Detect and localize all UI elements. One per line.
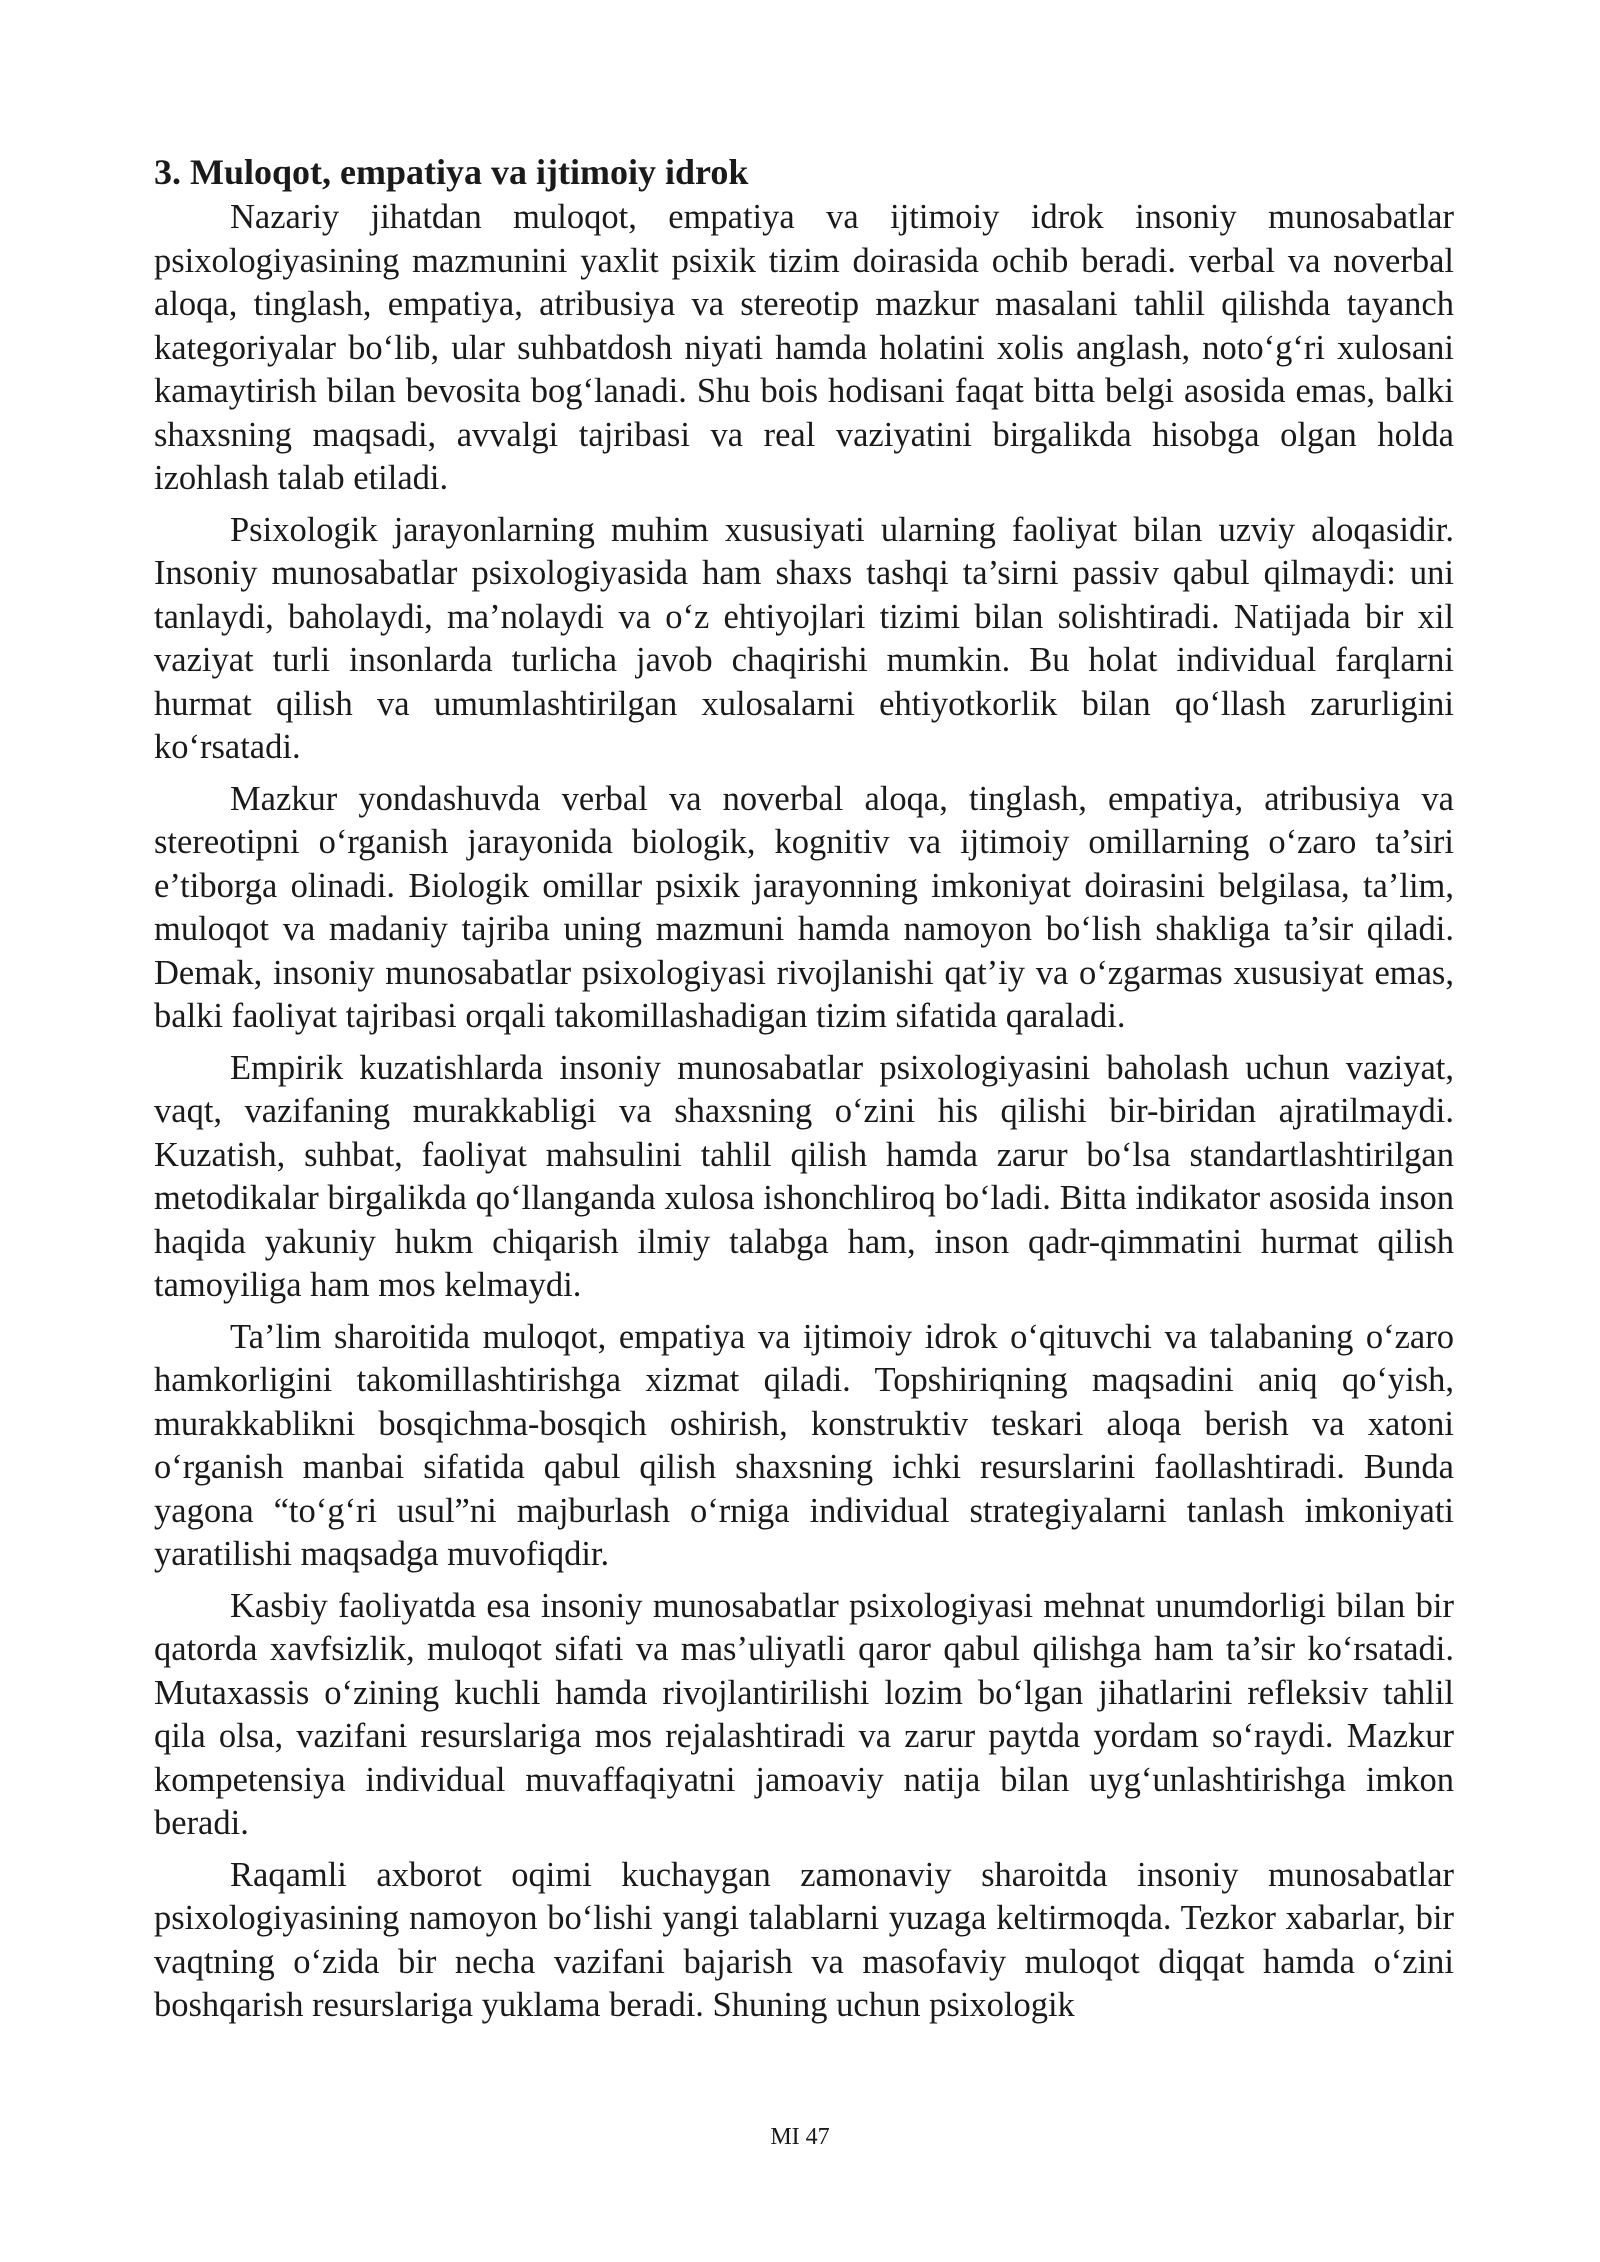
paragraph-1: Nazariy jihatdan muloqot, empatiya va ijtimoiy idrok insoniy munosabatlar psixologiyasining mazmunini yaxlit psixik tizim doirasida ochib beradi. verbal va noverbal aloqa, tinglash, empatiya, atribusiya va stereotip mazkur masalani tahlil qilishda tayanch kategoriyalar bo‘lib, ular suhbatdosh niyati hamda holatini xolis anglash, noto‘g‘ri xulosani kamaytirish bilan bevosita bog‘lanadi. Shu bois hodisani faqat bitta belgi asosida emas, balki shaxsning maqsadi, avvalgi tajribasi va real vaziyatini birgalikda hisobga olgan holda izohlash talab etiladi. [154, 198, 1454, 497]
paragraph-5: Ta’lim sharoitida muloqot, empatiya va ijtimoiy idrok o‘qituvchi va talabaning o‘zaro hamkorligini takomillashtirishga xizmat qiladi. Topshiriqning maqsadini aniq qo‘yish, murakkablikni bosqichma-bosqich oshirish, konstruktiv teskari aloqa berish va xatoni o‘rganish manbai sifatida qabul qilish shaxsning ichki resurslarini faollashtiradi. Bunda yagona “to‘g‘ri usul”ni majburlash o‘rniga individual strategiyalarni tanlash imkoniyati yaratilishi maqsadga muvofiqdir. [154, 1317, 1454, 1573]
paragraph-6: Kasbiy faoliyatda esa insoniy munosabatlar psixologiyasi mehnat unumdorligi bilan bir qatorda xavfsizlik, muloqot sifati va mas’uliyatli qaror qabul qilishga ham ta’sir ko‘rsatadi. Mutaxassis o‘zining kuchli hamda rivojlantirilishi lozim bo‘lgan jihatlarini refleksiv tahlil qila olsa, vazifani resurslariga mos rejalashtiradi va zarur paytda yordam so‘raydi. Mazkur kompetensiya individual muvaffaqiyatni jamoaviy natija bilan uyg‘unlashtirishga imkon beradi. [154, 1586, 1454, 1842]
page-number: MI 47 [770, 2124, 830, 2150]
paragraph-7: Raqamli axborot oqimi kuchaygan zamonaviy sharoitda insoniy munosabatlar psixologiyasining namoyon bo‘lishi yangi talablarni yuzaga keltirmoqda. Tezkor xabarlar, bir vaqtning o‘zida bir necha vazifani bajarish va masofaviy muloqot diqqat hamda o‘zini boshqarish resurslariga yuklama beradi. Shuning uchun psixologik [154, 1855, 1454, 2024]
page-body [154, 150, 1454, 2028]
paragraph-3: Mazkur yondashuvda verbal va noverbal aloqa, tinglash, empatiya, atribusiya va stereotipni o‘rganish jarayonida biologik, kognitiv va ijtimoiy omillarning o‘zaro ta’siri e’tiborga olinadi. Biologik omillar psixik jarayonning imkoniyat doirasini belgilasa, ta’lim, muloqot va madaniy tajriba uning mazmuni hamda namoyon bo‘lish shakliga ta’sir qiladi. Demak, insoniy munosabatlar psixologiyasi rivojlanishi qat’iy va o‘zgarmas xususiyat emas, balki faoliyat tajribasi orqali takomillashadigan tizim sifatida qaraladi. [154, 779, 1454, 1035]
section-title: 3. Muloqot, empatiya va ijtimoiy idrok [154, 152, 749, 192]
paragraph-2: Psixologik jarayonlarning muhim xususiyati ularning faoliyat bilan uzviy aloqasidir. Insoniy munosabatlar psixologiyasida ham shaxs tashqi ta’sirni passiv qabul qilmaydi: uni tanlaydi, baholaydi, ma’nolaydi va o‘z ehtiyojlari tizimi bilan solishtiradi. Natijada bir xil vaziyat turli insonlarda turlicha javob chaqirishi mumkin. Bu holat individual farqlarni hurmat qilish va umumlashtirilgan xulosalarni ehtiyotkorlik bilan qo‘llash zarurligini ko‘rsatadi. [154, 510, 1454, 766]
paragraph-4: Empirik kuzatishlarda insoniy munosabatlar psixologiyasini baholash uchun vaziyat, vaqt, vazifaning murakkabligi va shaxsning o‘zini his qilishi bir-biridan ajratilmaydi. Kuzatish, suhbat, faoliyat mahsulini tahlil qilish hamda zarur bo‘lsa standartlashtirilgan metodikalar birgalikda qo‘llanganda xulosa ishonchliroq bo‘ladi. Bitta indikator asosida inson haqida yakuniy hukm chiqarish ilmiy talabga ham, inson qadr-qimmatini hurmat qilish tamoyiliga ham mos kelmaydi. [154, 1048, 1454, 1304]
